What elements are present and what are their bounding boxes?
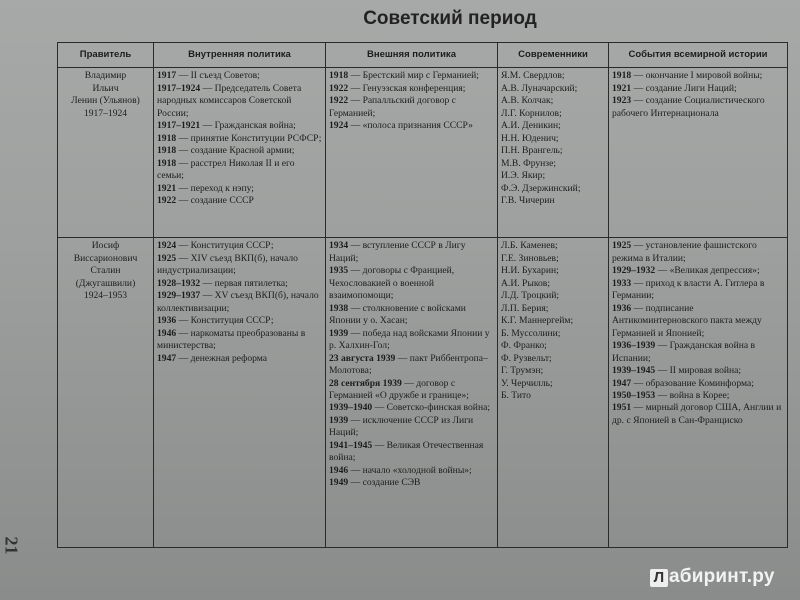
event-text: — победа над войсками Японии у р. Халхин-Гол; <box>329 327 490 352</box>
cell-line: Владимир <box>84 70 127 82</box>
cell-line: Л.Д. Троцкий; <box>501 290 560 302</box>
event-entry <box>157 145 322 157</box>
event-date: 1938 <box>329 302 349 314</box>
event-text: — Гражданская война в Испании; <box>612 340 756 364</box>
cell-line: К.Г. Маннергейм; <box>501 315 574 327</box>
page-number: 21 <box>1 536 22 555</box>
header-foreign-policy: Внешняя политика <box>326 43 498 68</box>
cell-line: Н.И. Бухарин; <box>501 265 559 277</box>
foreign-policy-cell <box>326 238 498 548</box>
cell-line: 1917–1924 <box>83 107 128 119</box>
contemporaries-cell <box>498 68 609 238</box>
world-events-cell <box>609 238 788 548</box>
event-text: — II мировая война; <box>655 365 742 377</box>
logo-mark-icon: Л <box>650 569 668 587</box>
event-entry <box>329 402 494 414</box>
event-date: 1917–1921 <box>157 120 201 132</box>
event-entry <box>329 120 494 132</box>
table-row-lenin <box>58 68 788 238</box>
internal-policy-cell <box>154 68 326 238</box>
header-internal-policy: Внутренняя политика <box>154 43 326 68</box>
cell-line: Л.Б. Каменев; <box>501 240 558 252</box>
event-entry <box>329 440 494 465</box>
event-entry <box>329 95 494 120</box>
cell-line: Г.Е. Зиновьев; <box>501 252 559 264</box>
event-date: 1936 <box>612 302 632 314</box>
event-date: 1917–1924 <box>157 82 201 94</box>
event-text: — «полоса признания СССР» <box>348 120 473 132</box>
event-entry <box>612 378 784 390</box>
cell-line: 1924–1953 <box>83 290 128 302</box>
event-entry <box>157 183 322 195</box>
event-date: 1951 <box>612 402 632 414</box>
event-entry <box>329 465 494 477</box>
event-text: — мирный договор США, Англии и др. с Японией в Сан-Франциско <box>612 402 782 426</box>
event-entry <box>157 158 322 183</box>
event-entry <box>612 70 784 82</box>
event-text: — переход к нэпу; <box>176 182 254 194</box>
event-text: — создание СЭВ <box>348 477 421 489</box>
event-date: 1939 <box>329 327 349 339</box>
event-date: 1941–1945 <box>329 439 373 451</box>
event-date: 1918 <box>329 70 349 82</box>
event-date: 1946 <box>157 327 177 339</box>
event-text: — создание СССР <box>176 195 254 207</box>
event-text: — договоры с Францией, Чехословакией о военной взаимопомощи; <box>329 265 455 302</box>
event-date: 1925 <box>157 252 177 264</box>
event-date: 1922 <box>157 195 177 207</box>
event-text: — принятие Конституции РСФСР; <box>176 132 322 144</box>
event-date: 1947 <box>612 377 632 389</box>
event-entry <box>329 477 494 489</box>
event-date: 1917 <box>157 70 177 82</box>
event-date: 1949 <box>329 477 349 489</box>
event-text: — начало «холодной войны»; <box>348 464 472 476</box>
cell-line: Б. Тито <box>501 389 531 401</box>
event-entry <box>612 83 784 95</box>
event-text: — создание Социалистического рабочего Интернационала <box>612 95 765 119</box>
header-world-events: События всемирной истории <box>609 43 788 68</box>
cell-line: А.В. Луначарский; <box>501 82 578 94</box>
event-date: 1918 <box>157 132 177 144</box>
event-text: — война в Корее; <box>655 389 730 401</box>
event-text: — XV съезд ВКП(б), начало коллективизации; <box>157 290 319 314</box>
event-text: — расстрел Николая II и его семьи; <box>157 157 295 182</box>
event-entry <box>157 328 322 353</box>
event-text: — создание Красной армии; <box>176 145 295 157</box>
event-date: 1918 <box>157 157 177 169</box>
event-date: 1936 <box>157 315 177 327</box>
event-entry <box>157 278 322 290</box>
event-date: 1935 <box>329 265 349 277</box>
event-entry <box>157 353 322 365</box>
event-text: — Конституция СССР; <box>176 240 274 252</box>
event-date: 1939–1945 <box>612 365 656 377</box>
cell-line: Л.П. Берия; <box>501 302 549 314</box>
event-entry <box>157 290 322 315</box>
event-date: 1934 <box>329 240 349 252</box>
event-date: 1946 <box>329 464 349 476</box>
event-date: 1918 <box>612 70 632 82</box>
cell-line: Ф. Франко; <box>501 340 547 352</box>
internal-policy-cell <box>154 238 326 548</box>
event-date: 1921 <box>157 182 177 194</box>
cell-line: М.В. Фрунзе; <box>501 157 557 169</box>
event-entry <box>612 240 784 265</box>
logo-text: абиринт.ру <box>669 566 775 587</box>
event-entry <box>157 195 322 207</box>
cell-line: И.Э. Якир; <box>501 170 546 182</box>
event-text: — исключение СССР из Лиги Наций; <box>329 414 474 439</box>
event-text: — «Великая депрессия»; <box>655 265 760 277</box>
event-date: 1922 <box>329 95 349 107</box>
event-date: 1918 <box>157 145 177 157</box>
event-entry <box>612 265 784 277</box>
event-entry <box>157 240 322 252</box>
cell-line: Б. Муссолини; <box>501 327 561 339</box>
cell-line: Н.Н. Юденич; <box>501 132 559 144</box>
event-text: — Советско-финская война; <box>372 402 491 414</box>
event-date: 1929–1937 <box>157 290 201 302</box>
cell-line: Иосиф <box>91 240 120 252</box>
cell-line: Г. Трумэн; <box>501 365 544 377</box>
event-entry <box>329 265 494 302</box>
event-entry <box>329 353 494 378</box>
cell-line: Ленин (Ульянов) <box>71 95 140 107</box>
event-text: — Гражданская война; <box>200 120 296 132</box>
event-date: 1925 <box>612 240 632 252</box>
ruler-cell <box>58 238 154 548</box>
event-entry <box>612 303 784 340</box>
table-row-stalin <box>58 238 788 548</box>
event-entry <box>157 120 322 132</box>
event-entry <box>157 133 322 145</box>
event-text: — Брестский мир с Германией; <box>348 70 479 82</box>
event-entry <box>612 340 784 365</box>
foreign-policy-cell <box>326 68 498 238</box>
event-date: 1929–1932 <box>612 265 656 277</box>
event-entry <box>329 415 494 440</box>
cell-line: П.Н. Врангель; <box>501 145 563 157</box>
cell-line: Ф.Э. Дзержинский; <box>501 182 581 194</box>
event-entry <box>612 390 784 402</box>
event-text: — договор с Германией «О дружбе и границе»; <box>329 377 469 401</box>
event-entry <box>157 315 322 327</box>
history-table <box>57 42 788 548</box>
event-text: — Генуэзская конференция; <box>348 82 466 94</box>
event-date: 1924 <box>329 120 349 132</box>
event-date: 1947 <box>157 352 177 364</box>
event-text: — Конституция СССР; <box>176 315 274 327</box>
header-ruler: Правитель <box>58 43 154 68</box>
event-date: 1933 <box>612 277 632 289</box>
cell-line: (Джугашвили) <box>75 277 136 289</box>
event-text: — вступление СССР в Лигу Наций; <box>329 240 466 264</box>
header-contemporaries: Современники <box>498 43 609 68</box>
cell-line: У. Черчилль; <box>501 377 553 389</box>
event-entry <box>612 278 784 303</box>
event-entry <box>329 303 494 328</box>
event-entry <box>612 402 784 427</box>
cell-line: Виссарионович <box>73 252 138 264</box>
event-entry <box>329 328 494 353</box>
event-date: 23 августа 1939 <box>329 352 396 364</box>
event-text: — установление фашистского режима в Италии; <box>612 240 757 264</box>
labirint-logo <box>650 566 775 588</box>
event-date: 1950–1953 <box>612 389 656 401</box>
event-date: 1939 <box>329 414 349 426</box>
event-text: — Великая Отечественная война; <box>329 439 484 464</box>
event-entry <box>157 253 322 278</box>
event-text: — II съезд Советов; <box>176 70 260 82</box>
event-entry <box>612 365 784 377</box>
event-date: 1936–1939 <box>612 340 656 352</box>
cell-line: Ф. Рузвельт; <box>501 352 552 364</box>
event-date: 1924 <box>157 240 177 252</box>
event-text: — образование Коминформа; <box>631 377 754 389</box>
event-text: — Председатель Совета народных комиссаров Советской России; <box>157 82 302 119</box>
event-text: — столкновение с войсками Японии у о. Хасан; <box>329 302 466 327</box>
page-title: Советский период <box>363 8 537 29</box>
table-header-row <box>58 43 788 68</box>
event-date: 1922 <box>329 82 349 94</box>
cell-line: Сталин <box>90 265 121 277</box>
event-text: — наркоматы преобразованы в министерства; <box>157 327 306 352</box>
cell-line: Г.В. Чичерин <box>501 195 555 207</box>
ruler-cell <box>58 68 154 238</box>
event-text: — XIV съезд ВКП(б), начало индустриализации; <box>157 252 298 277</box>
event-entry <box>157 70 322 82</box>
event-entry <box>329 83 494 95</box>
event-date: 28 сентября 1939 <box>329 377 402 389</box>
cell-line: А.В. Колчак; <box>501 95 554 107</box>
event-text: — денежная реформа <box>176 352 268 364</box>
event-text: — приход к власти А. Гитлера в Германии; <box>612 277 765 302</box>
event-entry <box>612 95 784 120</box>
event-text: — первая пятилетка; <box>200 277 288 289</box>
event-date: 1923 <box>612 95 632 107</box>
event-date: 1928–1932 <box>157 277 201 289</box>
cell-line: Ильич <box>92 82 119 94</box>
event-entry <box>329 240 494 265</box>
event-entry <box>329 378 494 403</box>
event-text: — пакт Риббентропа–Молотова; <box>329 352 488 377</box>
contemporaries-cell <box>498 238 609 548</box>
event-text: — окончание I мировой войны; <box>631 70 763 82</box>
event-date: 1921 <box>612 82 632 94</box>
event-entry <box>157 83 322 120</box>
cell-line: А.И. Деникин; <box>501 120 561 132</box>
event-entry <box>329 70 494 82</box>
event-text: — создание Лиги Наций; <box>631 82 737 94</box>
world-events-cell <box>609 68 788 238</box>
cell-line: Л.Г. Корнилов; <box>501 107 562 119</box>
event-text: — подписание Антикоминтерновского пакта между Германией и Японией; <box>612 302 762 339</box>
event-date: 1939–1940 <box>329 402 373 414</box>
cell-line: А.И. Рыков; <box>501 277 550 289</box>
event-text: — Рапалльский договор с Германией; <box>329 95 456 119</box>
cell-line: Я.М. Свердлов; <box>501 70 565 82</box>
